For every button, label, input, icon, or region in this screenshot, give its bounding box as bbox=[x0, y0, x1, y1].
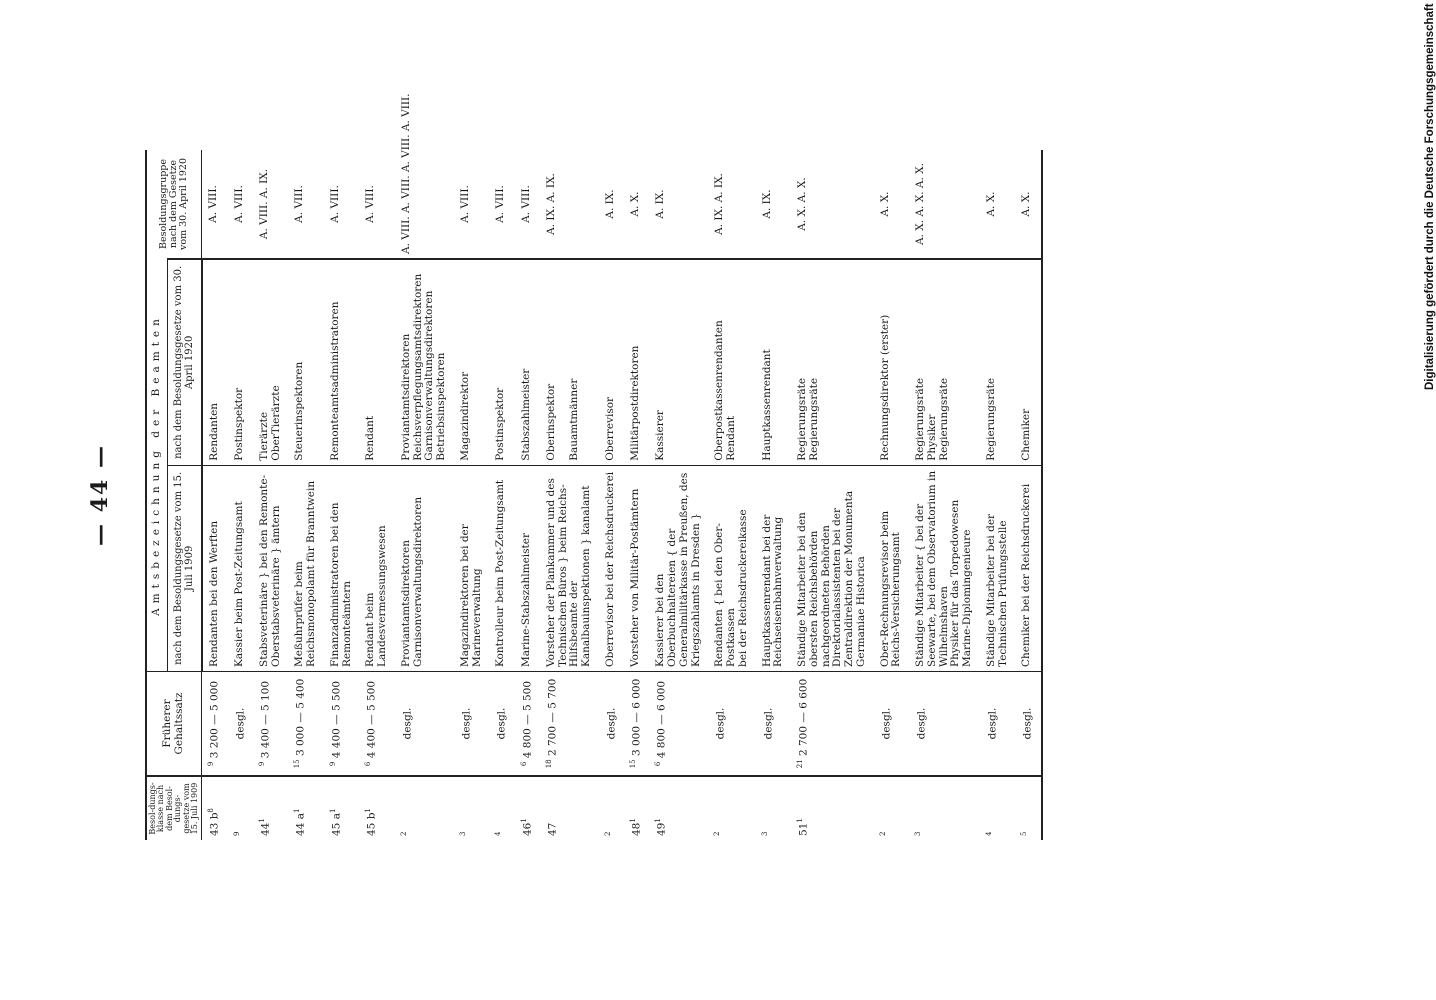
cell-klasse bbox=[489, 776, 514, 840]
cell-klasse bbox=[359, 776, 395, 840]
gehalt-value: desgl. bbox=[234, 707, 247, 740]
gehalt-value: 2 700 — 6 600 bbox=[797, 678, 810, 757]
gehalt-sup: 6 bbox=[519, 761, 528, 767]
cell-gehalt bbox=[1015, 672, 1041, 777]
table-row bbox=[708, 150, 755, 840]
cell-klasse bbox=[324, 776, 360, 840]
cell-new-title: Steuerinspektoren bbox=[288, 259, 324, 465]
gehalt-value: 4 400 — 5 500 bbox=[330, 680, 343, 759]
gehalt-value: desgl. bbox=[401, 707, 414, 740]
cell-old-title: Rendanten { bei den Ober-Postkassen bei der Reichsdruckereikasse bbox=[708, 465, 755, 671]
cell-klasse bbox=[540, 776, 599, 840]
cell-klasse bbox=[253, 776, 289, 840]
cell-new-title: Chemiker bbox=[1015, 259, 1041, 465]
gehalt-sup: 9 bbox=[257, 761, 266, 767]
klasse-value: 45 a bbox=[330, 813, 343, 836]
klasse-value: 44 a bbox=[294, 813, 307, 836]
table-row bbox=[359, 150, 395, 840]
cell-new-title: Oberrevisor bbox=[599, 259, 624, 465]
cell-klasse bbox=[909, 776, 980, 840]
cell-old-title: Chemiker bei der Reichsdruckerei bbox=[1015, 465, 1041, 671]
gehalt-sup: 9 bbox=[207, 761, 216, 767]
cell-old-title: Kassierer bei den Oberbuchhaltereien { der Generalmilitärkasse in Preußen, des Kriegszahlamts in Dresden } bbox=[649, 465, 708, 671]
gehalt-sup: 18 bbox=[544, 759, 553, 769]
cell-klasse bbox=[599, 776, 624, 840]
header-klasse: Besol-dungs-klasse nach dem Besol-dungs-gesetze vom 15. Juli 1909 bbox=[146, 776, 202, 840]
table-row bbox=[980, 150, 1016, 840]
table-row bbox=[649, 150, 708, 840]
cell-old-title: Ständige Mitarbeiter bei der Technischen Prüfungsstelle bbox=[980, 465, 1016, 671]
header-gruppe: Besoldungsgruppe nach dem Gesetze vom 30. April 1920 bbox=[146, 150, 202, 259]
cell-gehalt bbox=[874, 672, 910, 777]
cell-gehalt bbox=[395, 672, 454, 777]
cell-klasse bbox=[288, 776, 324, 840]
table-row bbox=[909, 150, 980, 840]
cell-new-title: Oberinspektor Bauamtmänner bbox=[540, 259, 599, 465]
cell-klasse bbox=[624, 776, 649, 840]
gehalt-sup: 6 bbox=[364, 761, 373, 767]
salary-table bbox=[145, 93, 1043, 840]
cell-gehalt bbox=[756, 672, 792, 777]
cell-old-title: Ober-Rechnungsrevisor beim Reichs-Versicherungsamt bbox=[874, 465, 910, 671]
gehalt-value: desgl. bbox=[880, 707, 893, 740]
cell-old-title: Hauptkassenrendant bei der Reichseisenbahnverwaltung bbox=[756, 465, 792, 671]
cell-old-title: Marine-Stabszahlmeister bbox=[515, 465, 540, 671]
cell-gehalt bbox=[454, 672, 490, 777]
klasse-sup: 2 bbox=[878, 831, 887, 836]
header-nach-1920: nach dem Besoldungsgesetze vom 30. April 1920 bbox=[167, 259, 202, 465]
klasse-value: 51 bbox=[797, 822, 810, 836]
cell-gehalt bbox=[324, 672, 360, 777]
cell-old-title: Stabsveterinäre } bei den Remonte- Oberstabsveterinäre } ämtern bbox=[253, 465, 289, 671]
cell-new-title: Militärpostdirektoren bbox=[624, 259, 649, 465]
cell-old-title: Rendanten bei den Werften bbox=[202, 465, 228, 671]
klasse-sup: 1 bbox=[328, 808, 337, 814]
cell-gruppe: A. VIII. bbox=[328, 185, 341, 223]
gehalt-value: desgl. bbox=[714, 707, 727, 740]
gehalt-value: desgl. bbox=[986, 707, 999, 740]
table-row bbox=[1015, 150, 1041, 840]
cell-gruppe: A. VIII. bbox=[458, 185, 471, 223]
klasse-sup: 3 bbox=[760, 831, 769, 836]
cell-gehalt bbox=[909, 672, 980, 777]
klasse-sup: 9 bbox=[232, 831, 241, 836]
cell-new-title: Magazindirektor bbox=[454, 259, 490, 465]
gehalt-value: 3 000 — 6 000 bbox=[630, 678, 643, 757]
cell-klasse bbox=[395, 776, 454, 840]
gehalt-sup: 9 bbox=[328, 761, 337, 767]
table-row bbox=[324, 150, 360, 840]
gehalt-value: desgl. bbox=[1021, 707, 1034, 740]
cell-new-title: Regierungsräte bbox=[980, 259, 1016, 465]
header-gehaltssatz: Früherer Gehaltssatz bbox=[146, 672, 202, 777]
klasse-sup: 1 bbox=[519, 818, 528, 823]
cell-klasse bbox=[874, 776, 910, 840]
cell-old-title: Rendant beim Landesvermessungswesen bbox=[359, 465, 395, 671]
klasse-sup: 5 bbox=[1020, 831, 1029, 836]
cell-klasse bbox=[980, 776, 1016, 840]
cell-gruppe: A. VIII. bbox=[494, 185, 507, 223]
klasse-sup: 1 bbox=[629, 818, 638, 823]
cell-gehalt bbox=[791, 672, 874, 777]
table-row bbox=[395, 150, 454, 840]
cell-old-title: Ständige Mitarbeiter { bei der Seewarte, bei dem Observatorium in Wilhelmshaven Physiker für das Torpedowesen Marine-Diplomingenieure bbox=[909, 465, 980, 671]
cell-gehalt bbox=[649, 672, 708, 777]
cell-klasse bbox=[454, 776, 490, 840]
gehalt-value: 2 700 — 5 700 bbox=[546, 678, 559, 757]
gehalt-value: 4 800 — 5 500 bbox=[521, 680, 534, 759]
cell-gehalt bbox=[202, 672, 228, 777]
cell-old-title: Kontrolleur beim Post-Zeitungsamt bbox=[489, 465, 514, 671]
cell-klasse bbox=[708, 776, 755, 840]
cell-new-title: Rendant bbox=[359, 259, 395, 465]
klasse-value: 49 bbox=[655, 822, 668, 836]
table-row bbox=[756, 150, 792, 840]
gehalt-sup: 6 bbox=[654, 761, 663, 767]
cell-old-title: Finanzadministratoren bei den Remonteämtern bbox=[324, 465, 360, 671]
gehalt-sup: 21 bbox=[796, 759, 805, 769]
cell-gruppe: A. VIII. bbox=[207, 185, 220, 223]
gehalt-value: 4 400 — 5 500 bbox=[365, 680, 378, 759]
klasse-value: 45 b bbox=[365, 812, 378, 836]
klasse-sup: 2 bbox=[713, 831, 722, 836]
cell-gruppe: A. IX. A. IX. bbox=[544, 173, 557, 235]
cell-new-title: Kassierer bbox=[649, 259, 708, 465]
cell-gruppe: A. X. bbox=[984, 191, 997, 217]
cell-gruppe: A. IX. bbox=[603, 189, 616, 219]
cell-gruppe: A. VIII. A. IX. bbox=[257, 168, 270, 240]
klasse-value: 46 bbox=[521, 822, 534, 836]
page-number: — 44 — bbox=[87, 444, 113, 546]
cell-gruppe: A. VIII. bbox=[293, 185, 306, 223]
cell-gruppe: A. VIII. bbox=[364, 185, 377, 223]
table-row bbox=[489, 150, 514, 840]
cell-gehalt bbox=[515, 672, 540, 777]
cell-new-title: Postinspektor bbox=[489, 259, 514, 465]
cell-klasse bbox=[649, 776, 708, 840]
cell-old-title: Kassier beim Post-Zeitungsamt bbox=[228, 465, 253, 671]
table-row bbox=[515, 150, 540, 840]
credit-separator bbox=[1424, 0, 1436, 3]
digitization-credit bbox=[1424, 0, 1436, 390]
scanned-page bbox=[87, 93, 1315, 840]
cell-gruppe: A. IX. A. IX. bbox=[713, 173, 726, 235]
cell-gruppe: A. VIII. bbox=[519, 185, 532, 223]
klasse-sup: 3 bbox=[914, 831, 923, 836]
cell-old-title: Vorsteher von Militär-Postämtern bbox=[624, 465, 649, 671]
header-nach-1909: nach dem Besoldungsgesetze vom 15. Juli 1909 bbox=[167, 465, 202, 671]
cell-old-title: Ständige Mitarbeiter bei den obersten Reichsbehörden nachgeordneten Behörden Direktorialassistenten bei der Zentraldirektion der Monumenta Germaniae Historica bbox=[791, 465, 874, 671]
cell-gruppe: A. IX. bbox=[654, 189, 667, 219]
cell-new-title: Regierungsräte Regierungsräte bbox=[791, 259, 874, 465]
cell-old-title: Proviantamtsdirektoren Garnisonverwaltungsdirektoren bbox=[395, 465, 454, 671]
table-row bbox=[288, 150, 324, 840]
cell-gruppe: A. VIII. A. VIII. A. VIII. A. VIII. bbox=[399, 93, 412, 254]
cell-gehalt bbox=[359, 672, 395, 777]
gehalt-value: 3 200 — 5 000 bbox=[208, 680, 221, 759]
klasse-sup: 1 bbox=[364, 808, 373, 813]
klasse-sup: 1 bbox=[293, 808, 302, 814]
gehalt-value: desgl. bbox=[915, 707, 928, 740]
klasse-sup: 3 bbox=[458, 831, 467, 836]
table-header bbox=[146, 150, 202, 840]
cell-gehalt bbox=[489, 672, 514, 777]
klasse-sup: 2 bbox=[603, 831, 612, 836]
gehalt-value: 3 000 — 5 400 bbox=[294, 678, 307, 757]
gehalt-sup: 15 bbox=[629, 759, 638, 769]
klasse-value: 48 bbox=[630, 822, 643, 836]
cell-klasse bbox=[756, 776, 792, 840]
cell-gruppe: A. VIII. bbox=[232, 185, 245, 223]
credit-text: Digitalisierung gefördert durch die Deutsche Forschungsgemeinschaft bbox=[1424, 3, 1436, 390]
cell-gehalt bbox=[288, 672, 324, 777]
klasse-sup: 2 bbox=[399, 831, 408, 836]
cell-old-title: Magazindirektoren bei der Marineverwaltung bbox=[454, 465, 490, 671]
cell-new-title: Oberpostkassenrendanten Rendant bbox=[708, 259, 755, 465]
cell-new-title: Hauptkassenrendant bbox=[756, 259, 792, 465]
cell-gruppe: A. X. bbox=[1015, 150, 1041, 259]
table-row bbox=[540, 150, 599, 840]
cell-new-title: Tierärzte OberTierärzte bbox=[253, 259, 289, 465]
cell-gehalt bbox=[708, 672, 755, 777]
cell-klasse bbox=[791, 776, 874, 840]
cell-klasse bbox=[1015, 776, 1041, 840]
klasse-value: 43 b bbox=[208, 812, 221, 836]
gehalt-value: desgl. bbox=[460, 707, 473, 740]
klasse-sup: 1 bbox=[257, 818, 266, 823]
table-row bbox=[874, 150, 910, 840]
table-row bbox=[599, 150, 624, 840]
klasse-sup: 1 bbox=[796, 818, 805, 823]
table-row bbox=[253, 150, 289, 840]
header-amtsbezeichnung: Amtsbezeichnung der Beamten bbox=[146, 259, 167, 672]
klasse-value: 47 bbox=[546, 822, 559, 836]
cell-new-title: Rechnungsdirektor (erster) bbox=[874, 259, 910, 465]
cell-gehalt bbox=[253, 672, 289, 777]
gehalt-sup: 15 bbox=[293, 759, 302, 769]
gehalt-value: desgl. bbox=[605, 707, 618, 740]
cell-new-title: Rendanten bbox=[202, 259, 228, 465]
klasse-value: 44 bbox=[259, 822, 272, 836]
klasse-sup: 8 bbox=[207, 808, 216, 813]
table-body bbox=[202, 93, 1042, 840]
klasse-sup: 1 bbox=[654, 818, 663, 823]
cell-gruppe: A. X. bbox=[878, 191, 891, 217]
cell-gruppe: A. X. A. X. bbox=[796, 177, 809, 231]
cell-new-title: Proviantamtsdirektoren Reichsverpflegungsamtsdirektoren Garnisonverwaltungsdirektoren Betriebsinspektoren bbox=[395, 259, 454, 465]
cell-gehalt bbox=[599, 672, 624, 777]
cell-old-title: Oberrevisor bei der Reichsdruckerei bbox=[599, 465, 624, 671]
cell-gehalt bbox=[228, 672, 253, 777]
gehalt-value: 4 800 — 6 000 bbox=[655, 680, 668, 759]
cell-new-title: Stabszahlmeister bbox=[515, 259, 540, 465]
cell-gruppe: A. IX. bbox=[760, 189, 773, 219]
table-row bbox=[202, 150, 228, 840]
cell-old-title: Vorsteher der Plankammer und des Technischen Büros } beim Reichs- Hilfsbeamte der Kanalbauinspektionen } kanalamt bbox=[540, 465, 599, 671]
cell-klasse bbox=[228, 776, 253, 840]
cell-new-title: Remonteamtsadministratoren bbox=[324, 259, 360, 465]
cell-klasse bbox=[202, 776, 228, 840]
table-row bbox=[454, 150, 490, 840]
cell-gruppe: A. X. A. X. A. X. bbox=[914, 163, 927, 245]
cell-gehalt bbox=[540, 672, 599, 777]
cell-gehalt bbox=[980, 672, 1016, 777]
table-row bbox=[624, 150, 649, 840]
cell-new-title: Regierungsräte Physiker Regierungsräte bbox=[909, 259, 980, 465]
cell-gehalt bbox=[624, 672, 649, 777]
cell-klasse bbox=[515, 776, 540, 840]
gehalt-value: 3 400 — 5 100 bbox=[259, 680, 272, 759]
klasse-sup: 4 bbox=[984, 831, 993, 836]
gehalt-value: desgl. bbox=[495, 707, 508, 740]
table-row bbox=[228, 150, 253, 840]
table-row bbox=[791, 150, 874, 840]
klasse-sup: 4 bbox=[494, 831, 503, 836]
gehalt-value: desgl. bbox=[762, 707, 775, 740]
cell-old-title: Meßuhrprüfer beim Reichsmonopolamt für Branntwein bbox=[288, 465, 324, 671]
cell-new-title: Postinspektor bbox=[228, 259, 253, 465]
cell-gruppe: A. X. bbox=[629, 191, 642, 217]
